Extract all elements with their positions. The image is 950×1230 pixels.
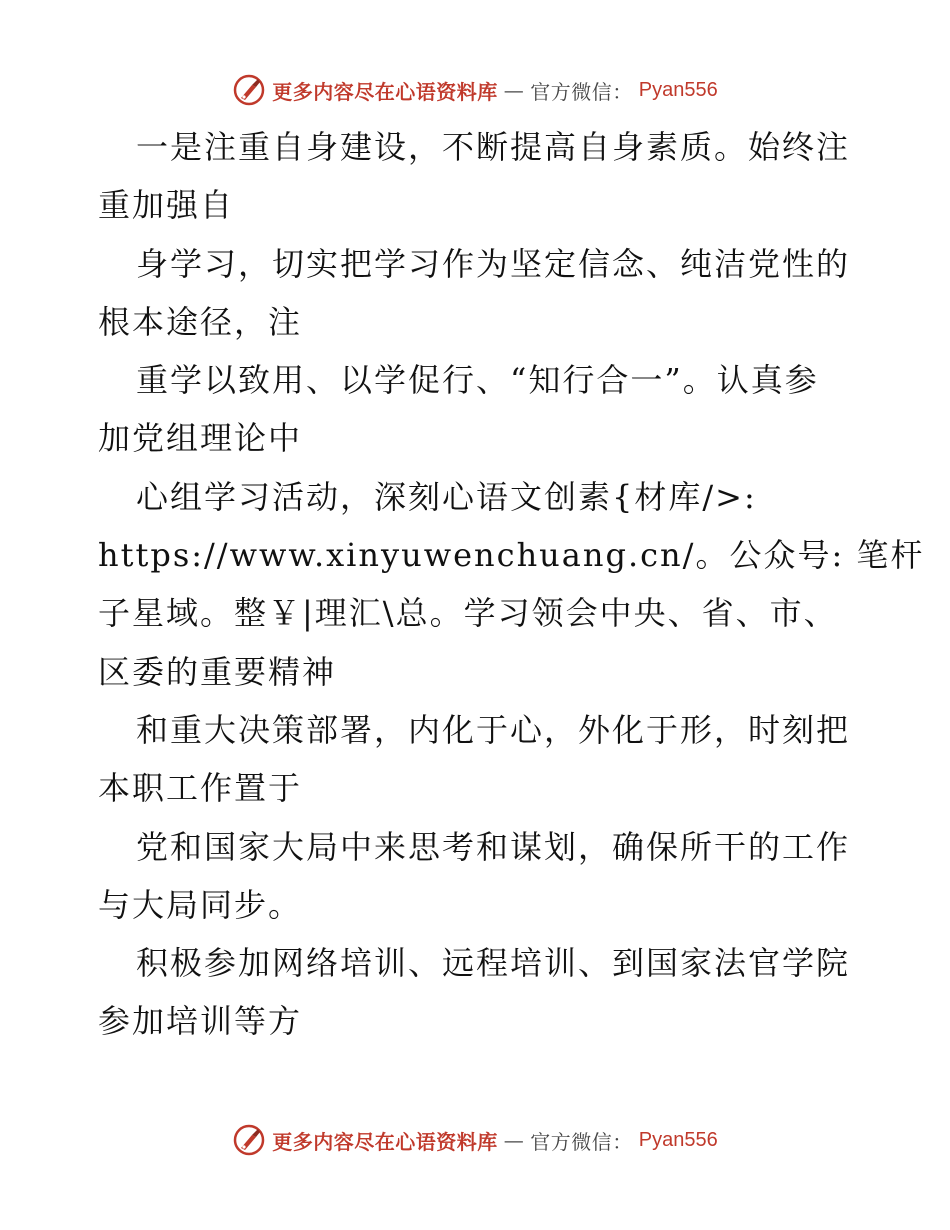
body-line-5: 重学以致用、以学促行、“知行合一”。认真参 bbox=[136, 361, 819, 400]
body-line-6: 加党组理论中 bbox=[98, 419, 303, 458]
pen-nib-logo-icon bbox=[232, 1123, 266, 1157]
body-line-15: 积极参加网络培训、远程培训、到国家法官学院 bbox=[136, 944, 851, 983]
header-brand-text: 更多内容尽在心语资料库 bbox=[272, 79, 498, 104]
body-line-1: 一是注重自身建设，不断提高自身素质。始终注 bbox=[136, 128, 851, 166]
document-body bbox=[98, 118, 925, 1051]
body-line-9: 子星域。整￥|理汇\总。学习领会中央、省、市、 bbox=[98, 594, 838, 633]
footer-dash: — bbox=[503, 1128, 525, 1152]
header-banner bbox=[0, 70, 950, 110]
pen-nib-logo-icon bbox=[232, 73, 266, 107]
footer-wechat-label: 官方微信： bbox=[530, 1129, 633, 1154]
footer-banner bbox=[0, 1120, 950, 1160]
body-line-14: 与大局同步。 bbox=[98, 885, 303, 924]
footer-brand-text: 更多内容尽在心语资料库 bbox=[272, 1129, 498, 1154]
body-line-7: 心组学习活动，深刻心语文创素{材库/>: bbox=[136, 477, 757, 516]
header-dash: — bbox=[503, 78, 525, 102]
body-line-8: https://www.xinyuwenchuang.cn/。公众号: 笔杆 bbox=[98, 536, 925, 575]
header-wechat-label: 官方微信： bbox=[530, 79, 633, 104]
body-line-12: 本职工作置于 bbox=[98, 769, 303, 808]
body-line-10: 区委的重要精神 bbox=[98, 652, 337, 691]
body-line-11: 和重大决策部署，内化于心，外化于形，时刻把 bbox=[136, 710, 851, 749]
body-line-4: 根本途径，注 bbox=[98, 302, 303, 341]
body-line-2: 重加强自 bbox=[98, 186, 235, 225]
body-line-16: 参加培训等方 bbox=[98, 1002, 303, 1041]
footer-wechat-id: Pyan556 bbox=[638, 1128, 718, 1151]
body-line-13: 党和国家大局中来思考和谋划，确保所干的工作 bbox=[136, 827, 851, 866]
header-wechat-id: Pyan556 bbox=[638, 78, 718, 101]
body-line-3: 身学习，切实把学习作为坚定信念、纯洁党性的 bbox=[136, 244, 851, 283]
